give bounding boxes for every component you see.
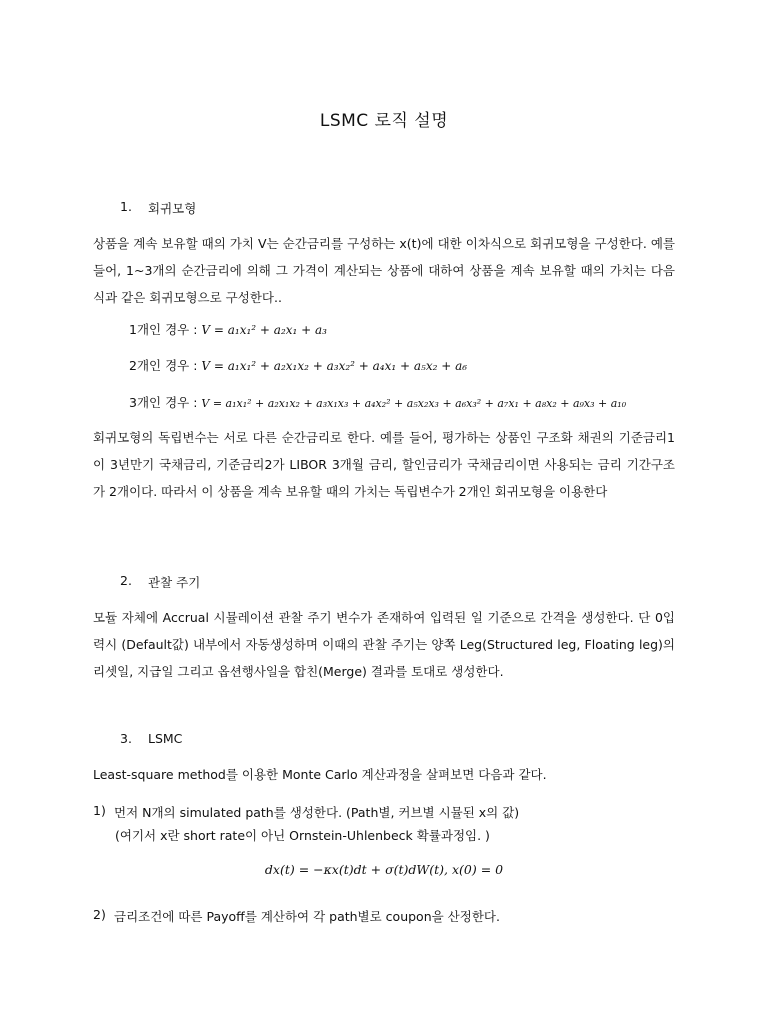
list-number: 2) (93, 907, 106, 922)
list-item-1 (93, 803, 693, 821)
equation-case-2 (129, 356, 467, 374)
section-title: LSMC (148, 731, 183, 746)
case-label: 3개인 경우 : (129, 395, 198, 410)
paragraph-intro: 상품을 계속 보유할 때의 가치 V는 순간금리를 구성하는 x(t)에 대한 이차식으로 회귀모형을 구성한다. 예를 들어, 1~3개의 순간금리에 의해 그 가격이 계산되는 상품에 대하여 상품을 계속 보유할 때의 가치는 다음 식과 같은 회귀모형으로 구성한다.. (93, 236, 675, 305)
case-label: 1개인 경우 : (129, 322, 198, 337)
list-item-2 (93, 907, 693, 925)
list-text: 먼저 N개의 simulated path를 생성한다. (Path별, 커브별 시뮬된 x의 값) (114, 805, 520, 820)
case-label: 2개인 경우 : (129, 358, 198, 373)
section-number: 1. (120, 199, 132, 214)
section-number: 2. (120, 573, 132, 588)
list-item-1-note: (여기서 x란 short rate이 아닌 Ornstein-Uhlenbeck 확률과정임. ) (115, 828, 490, 843)
regression-equation: V = a₁x₁² + a₂x₁x₂ + a₃x₁x₃ + a₄x₂² + a₅x₂x₃ + a₆x₃² + a₇x₁ + a₈x₂ + a₉x₃ + a₁₀ (201, 397, 627, 410)
regression-equation: V = a₁x₁² + a₂x₁ + a₃ (201, 323, 327, 337)
paragraph-independent-variables: 회귀모형의 독립변수는 서로 다른 순간금리로 한다. 예를 들어, 평가하는 상품인 구조화 채권의 기준금리1이 3년만기 국채금리, 기준금리2가 LIBOR 3개월 금리, 할인금리가 국채금리이면 사용되는 금리 기간구조가 2개이다. 따라서 이 상품을 계속 보유할 때의 가치는 독립변수가 2개인 회귀모형을 이용한다 (93, 430, 675, 499)
equation-case-3 (129, 393, 626, 411)
section-title: 관찰 주기 (148, 575, 201, 590)
list-number: 1) (93, 803, 106, 818)
section-number: 3. (120, 731, 132, 746)
regression-equation: V = a₁x₁² + a₂x₁x₂ + a₃x₂² + a₄x₁ + a₅x₂ + a₆ (201, 359, 468, 373)
list-text: 금리조건에 따른 Payoff를 계산하여 각 path별로 coupon을 산정한다. (114, 909, 500, 924)
page-title: LSMC 로직 설명 (319, 111, 449, 131)
paragraph-lsmc-intro: Least-square method를 이용한 Monte Carlo 계산과정을 살펴보면 다음과 같다. (93, 767, 547, 782)
section-title: 회귀모형 (148, 201, 197, 216)
equation-case-1 (129, 320, 327, 338)
paragraph-observation-period: 모듈 자체에 Accrual 시뮬레이션 관찰 주기 변수가 존재하여 입력된 일 기준으로 간격을 생성한다. 단 0입력시 (Default값) 내부에서 자동생성하며 이때의 관찰 주기는 양쪽 Leg(Structured leg, Floating leg)의 리셋일, 지급일 그리고 옵션행사일을 합친(Merge) 결과를 토대로 생성한다. (93, 610, 675, 679)
sde-equation: dx(t) = −κx(t)dt + σ(t)dW(t), x(0) = 0 (264, 862, 504, 877)
